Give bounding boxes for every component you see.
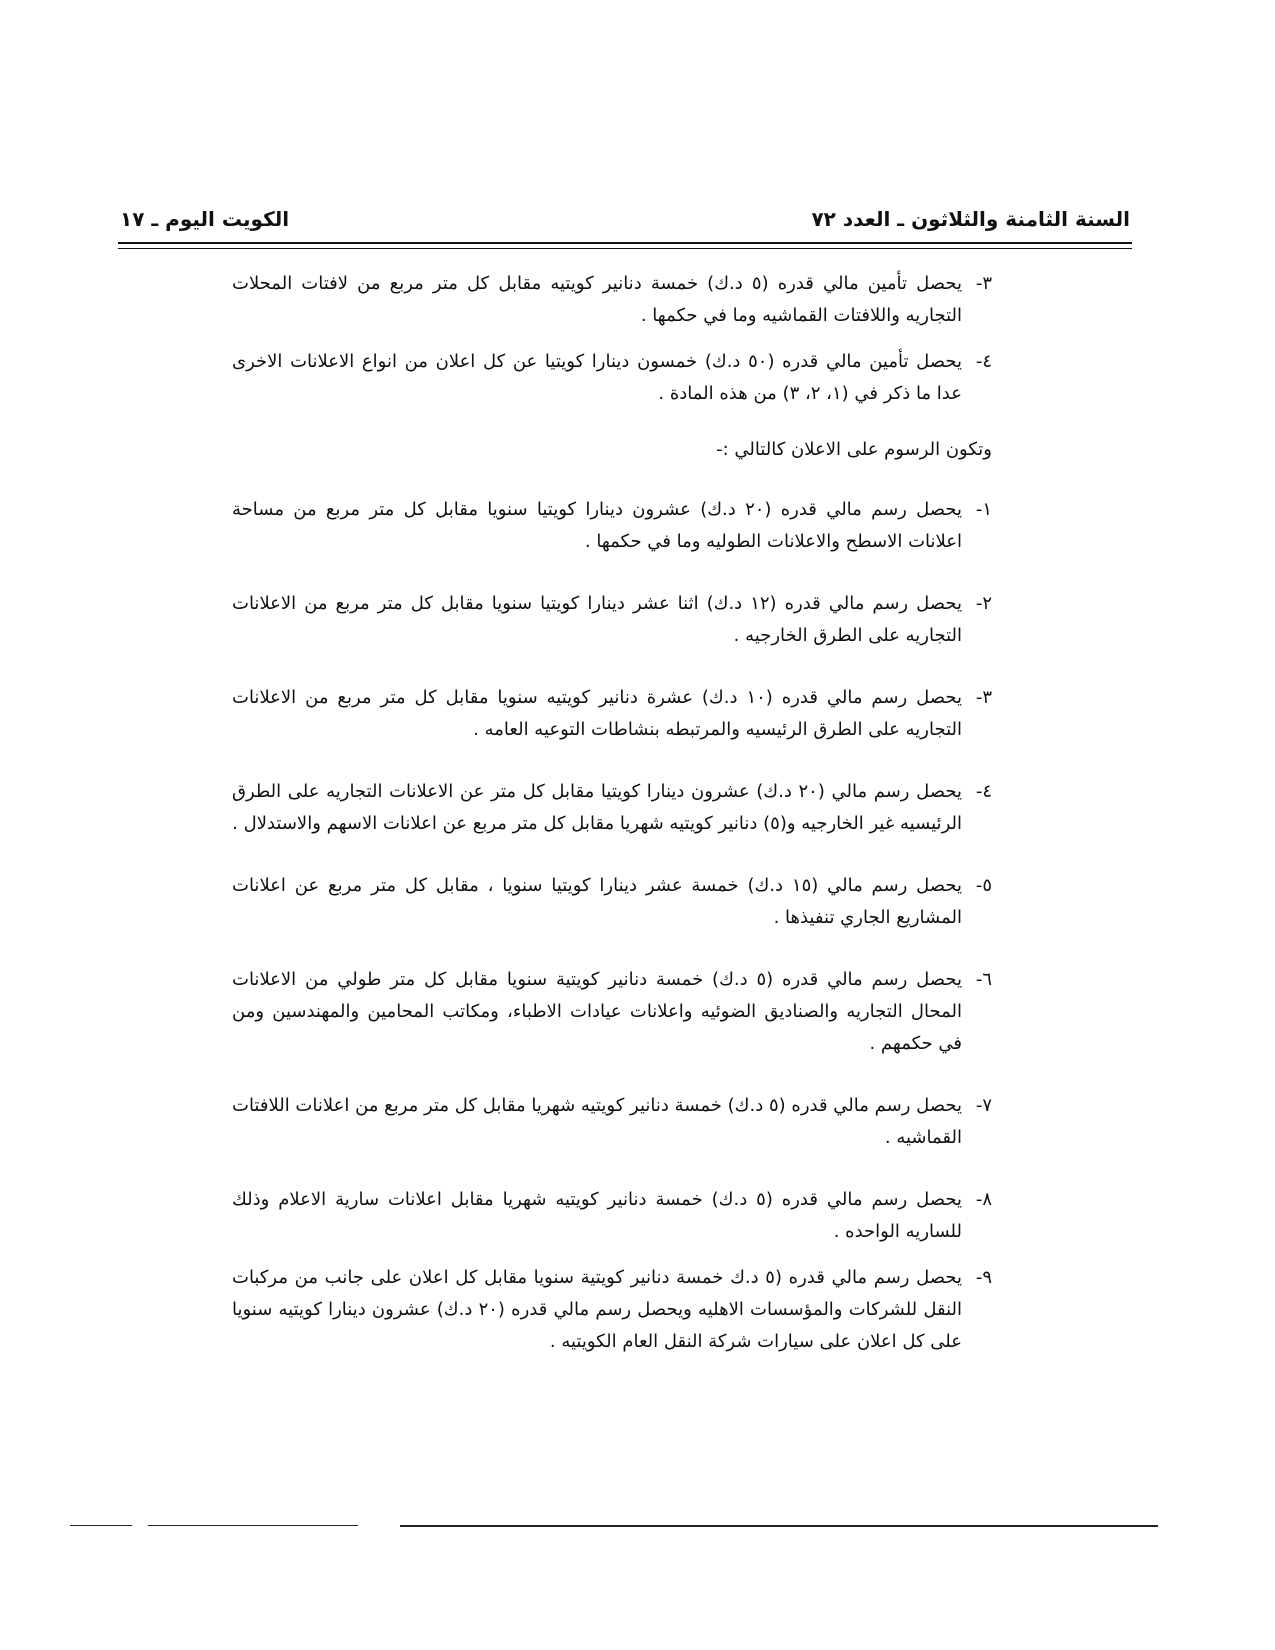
footer-rule <box>70 1525 132 1526</box>
fee-item <box>232 870 992 934</box>
item-text: يحصل رسم مالي قدره (٢٠ د.ك) عشرون دينارا كويتيا سنويا مقابل كل متر مربع من مساحة اعلانات الاسطح والاعلانات الطوليه وما في حكمها . <box>232 499 962 552</box>
fee-item <box>232 1184 992 1248</box>
fee-item <box>232 964 992 1060</box>
item-text: يحصل رسم مالي قدره (٥ د.ك) خمسة دنانير كويتيه شهريا مقابل اعلانات سارية الاعلام وذلك للساريه الواحده . <box>232 1189 962 1242</box>
item-number: ٤- <box>975 351 992 372</box>
item-text: يحصل تأمين مالي قدره (٥ د.ك) خمسة دنانير كويتيه مقابل كل متر مربع من لافتات المحلات التجاريه واللافتات القماشيه وما في حكمها . <box>232 273 962 326</box>
item-text: يحصل رسم مالي قدره (٥ د.ك خمسة دنانير كويتية سنويا مقابل كل اعلان على جانب من مركبات النقل للشركات والمؤسسات الاهليه ويحصل رسم مالي قدره (٢٠ د.ك) عشرون دينارا كويتيه سنويا على كل اعلان على سيارات شركة النقل العام الكويتيه . <box>232 1267 962 1352</box>
item-number: ٩- <box>975 1267 992 1288</box>
item-number: ٢- <box>975 593 992 614</box>
fee-item <box>232 588 992 652</box>
document-body <box>232 268 992 1358</box>
item-number: ٣- <box>975 687 992 708</box>
fee-item <box>232 494 992 558</box>
fees-intro: وتكون الرسوم على الاعلان كالتالي :- <box>716 439 992 460</box>
item-text: يحصل رسم مالي قدره (٥ د.ك) خمسة دنانير كويتيه شهريا مقابل كل متر مربع من اعلانات اللافتات القماشيه . <box>232 1095 963 1148</box>
header-divider-thin <box>118 248 1132 249</box>
insurance-item <box>232 346 992 410</box>
item-text: يحصل رسم مالي (١٥ د.ك) خمسة عشر دينارا كويتيا سنويا ، مقابل كل متر مربع عن اعلانات المشاريع الجاري تنفيذها . <box>232 875 962 928</box>
item-number: ٤- <box>975 781 992 802</box>
insurance-item <box>232 268 992 332</box>
header-divider <box>118 242 1132 244</box>
fee-item <box>232 1262 992 1358</box>
item-text: يحصل رسم مالي قدره (٥ د.ك) خمسة دنانير كويتية سنويا مقابل كل متر طولي من الاعلانات المحال التجاريه والصناديق الضوئيه واعلانات عيادات الاطباء، ومكاتب المحامين والمهندسين ومن في حكمهم . <box>232 969 963 1054</box>
fee-item <box>232 776 992 840</box>
item-number: ٧- <box>975 1095 992 1116</box>
item-text: يحصل تأمين مالي قدره (٥٠ د.ك) خمسون دينارا كويتيا عن كل اعلان من انواع الاعلانات الاخرى عدا ما ذكر في (١، ٢، ٣) من هذه المادة . <box>232 351 963 404</box>
item-number: ٣- <box>975 273 992 294</box>
item-text: يحصل رسم مالي قدره (١٠ د.ك) عشرة دنانير كويتيه سنويا مقابل كل متر مربع من الاعلانات التجاريه على الطرق الرئيسيه والمرتبطه بنشاطات التوعيه العامه . <box>232 687 962 740</box>
item-text: يحصل رسم مالي قدره (١٢ د.ك) اثنا عشر دينارا كويتيا سنويا مقابل كل متر مربع من الاعلانات التجاريه على الطرق الخارجيه . <box>232 593 962 646</box>
item-number: ٥- <box>975 875 992 896</box>
publication-page: الكويت اليوم ـ ١٧ <box>120 207 290 231</box>
footer-rule <box>148 1525 358 1526</box>
fee-item <box>232 682 992 746</box>
issue-info: السنة الثامنة والثلاثون ـ العدد ٧٢ <box>811 207 1130 231</box>
item-number: ٨- <box>975 1189 992 1210</box>
page-header <box>120 207 1130 237</box>
footer-rule <box>400 1525 1158 1527</box>
item-text: يحصل رسم مالي (٢٠ د.ك) عشرون دينارا كويتيا مقابل كل متر عن الاعلانات التجاريه على الطرق الرئيسيه غير الخارجيه و(٥) دنانير كويتيه شهريا مقابل كل متر مربع عن اعلانات الاسهم والاستدلال . <box>232 781 962 834</box>
item-number: ٦- <box>975 969 992 990</box>
fee-item <box>232 1090 992 1154</box>
item-number: ١- <box>975 499 992 520</box>
